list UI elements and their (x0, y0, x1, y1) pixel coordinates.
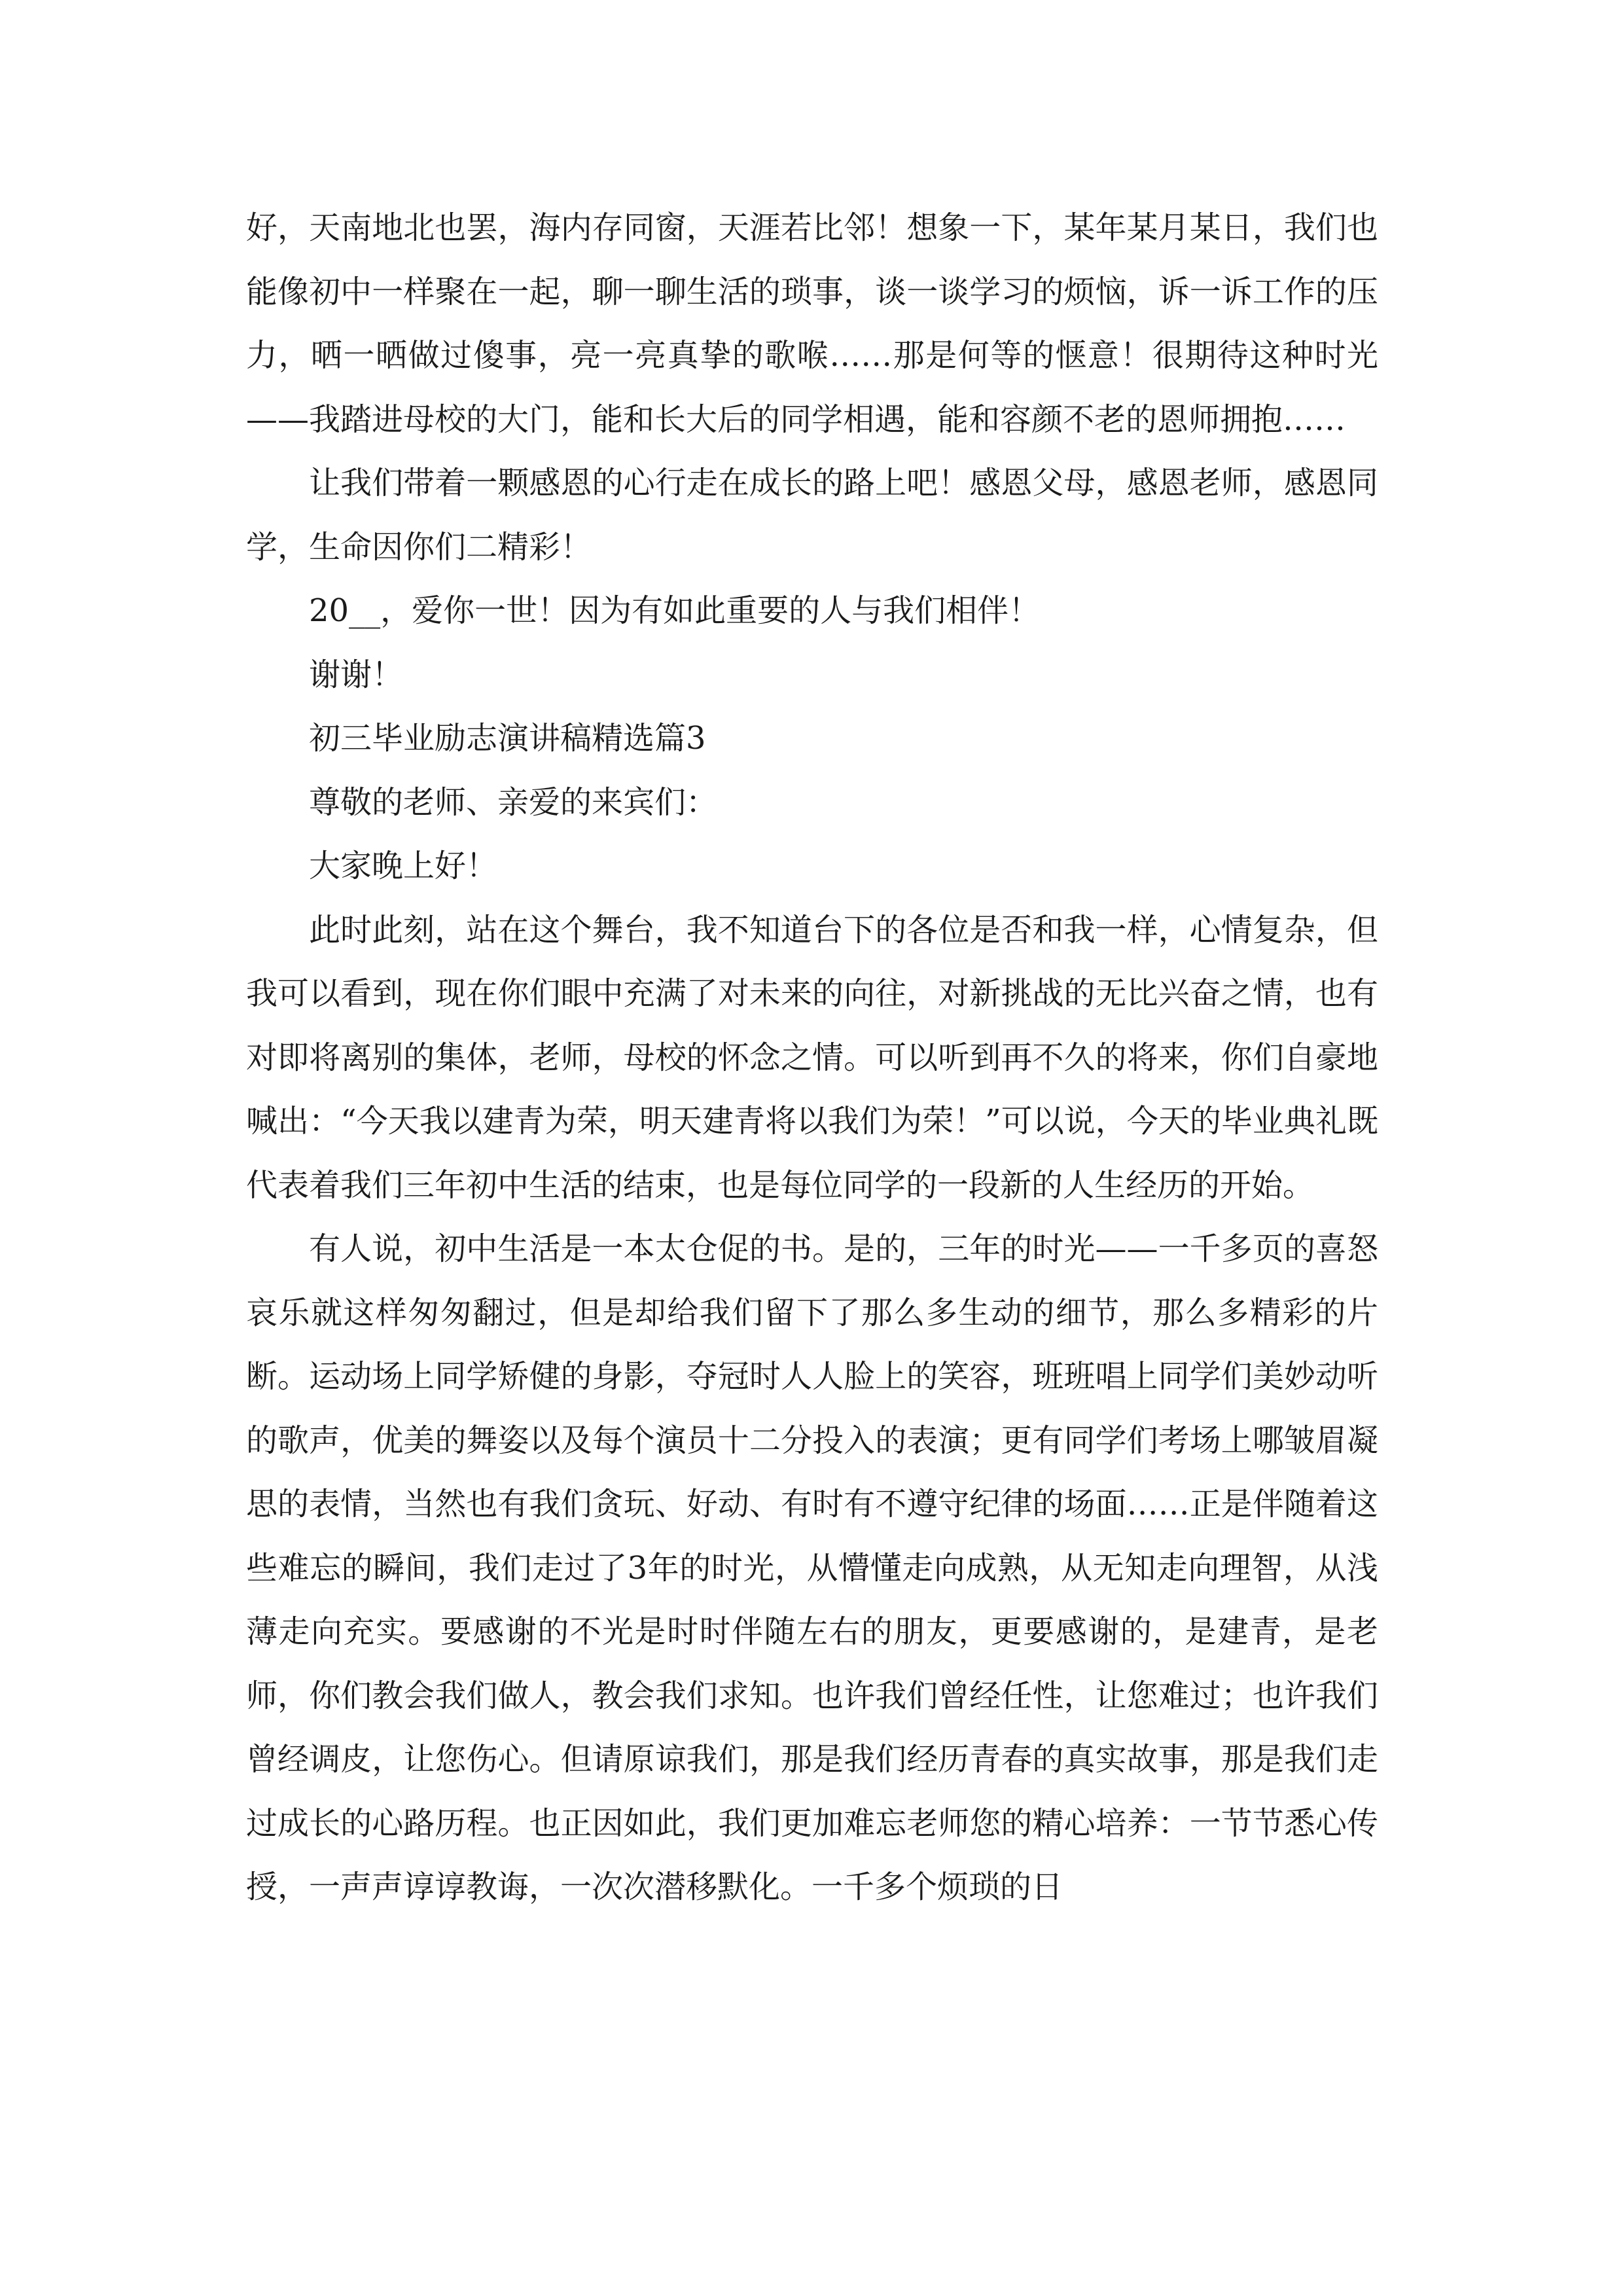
paragraph-this-moment: 此时此刻，站在这个舞台，我不知道台下的各位是否和我一样，心情复杂，但我可以看到，现在你们眼中充满了对未来的向往，对新挑战的无比兴奋之情，也有对即将离别的集体，老师，母校的怀念之情。可以听到再不久的将来，你们自豪地喊出：“今天我以建青为荣，明天建青将以我们为荣！”可以说，今天的毕业典礼既代表着我们三年初中生活的结束，也是每位同学的一段新的人生经历的开始。 (246, 911, 1378, 1204)
paragraph-gratitude: 让我们带着一颗感恩的心行走在成长的路上吧！感恩父母，感恩老师，感恩同学，生命因你们二精彩！ (246, 465, 1378, 565)
greeting: 大家晚上好！ (309, 848, 498, 884)
document-body (246, 196, 1378, 1920)
paragraph-love: 20__，爱你一世！因为有如此重要的人与我们相伴！ (309, 592, 1041, 629)
paragraph-continued: 好，天南地北也罢，海内存同窗，天涯若比邻！想象一下，某年某月某日，我们也能像初中一样聚在一起，聊一聊生活的琐事，谈一谈学习的烦恼，诉一诉工作的压力，晒一晒做过傻事，亮一亮真挚的歌喉……那是何等的惬意！很期待这种时光——我踏进母校的大门，能和长大后的同学相遇，能和容颜不老的恩师拥抱…… (246, 209, 1378, 438)
section-heading: 初三毕业励志演讲稿精选篇3 (309, 720, 706, 757)
paragraph-thanks: 谢谢！ (309, 656, 404, 693)
salutation: 尊敬的老师、亲爱的来宾们： (309, 783, 718, 821)
paragraph-junior-life: 有人说，初中生活是一本太仓促的书。是的，三年的时光——一千多页的喜怒哀乐就这样匆匆翻过，但是却给我们留下了那么多生动的细节，那么多精彩的片断。运动场上同学矫健的身影，夺冠时人人脸上的笑容，班班唱上同学们美妙动听的歌声，优美的舞姿以及每个演员十二分投入的表演；更有同学们考场上哪皱眉凝思的表情，当然也有我们贪玩、好动、有时有不遵守纪律的场面……正是伴随着这些难忘的瞬间，我们走过了3年的时光，从懵懂走向成熟，从无知走向理智，从浅薄走向充实。要感谢的不光是时时伴随左右的朋友，更要感谢的，是建青，是老师，你们教会我们做人，教会我们求知。也许我们曾经任性，让您难过；也许我们曾经调皮，让您伤心。但请原谅我们，那是我们经历青春的真实故事，那是我们走过成长的心路历程。也正因如此，我们更加难忘老师您的精心培养：一节节悉心传授，一声声谆谆教诲，一次次潜移默化。一千多个烦琐的日 (246, 1230, 1378, 1905)
